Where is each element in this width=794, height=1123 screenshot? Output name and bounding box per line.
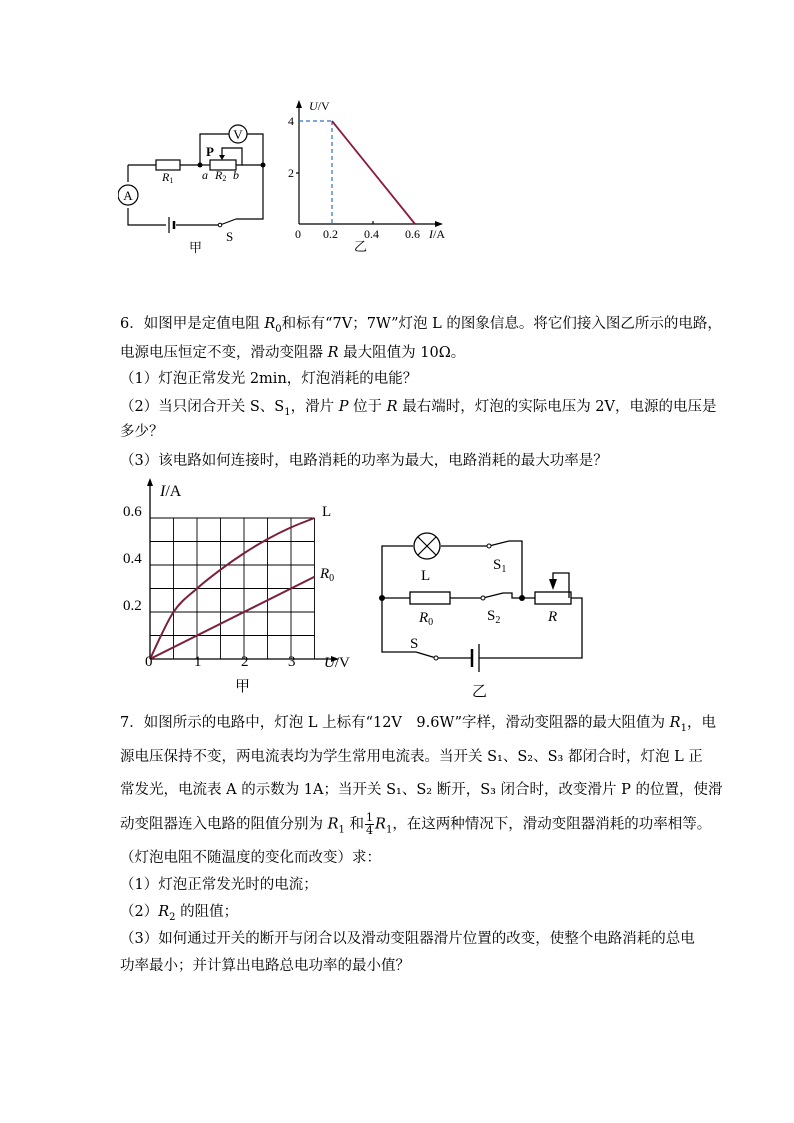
q7-part-3-cont: 功率最小；并计算出电路总电功率的最小值？ [120, 958, 410, 974]
u-i-line [332, 121, 415, 224]
fig6-tick-y04: 0.4 [123, 551, 142, 567]
r0-resistor [410, 592, 450, 604]
fig5-tick-06: 0.6 [405, 227, 420, 241]
lamp-label: L [421, 568, 431, 584]
q6-part-2: （2）当只闭合开关 S、$S_1$，滑片 P 位于 R 最右端时，灯泡的实际电压为 2V，电源的电压是 [120, 399, 717, 418]
fig5-tick-02: 0.2 [323, 227, 338, 241]
main-switch-label: S [410, 636, 419, 652]
fig5-xlabel: I/A [429, 227, 445, 241]
r2-label: R2 [215, 168, 227, 183]
fig6-tick-x1: 1 [194, 654, 202, 670]
q7-line-3: 常发光，电流表 A 的示数为 1A；当开关 S₁、S₂ 断开，S₃ 闭合时，改变滑片 P 的位置，使滑 [120, 782, 723, 798]
q6-line-2: 电源电压恒定不变，滑动变阻器 R 最大阻值为 10Ω。 [120, 345, 466, 361]
q7-line-1: 7．如图所示的电路中，灯泡 L 上标有“12V 9.6W”字样，滑动变阻器的最大阻值为 $R_1$，电 [120, 715, 716, 734]
fig6-caption-jia: 甲 [235, 679, 251, 695]
fig6-origin: 0 [145, 654, 153, 670]
fig6-tick-x3: 3 [288, 654, 296, 670]
q7-note: （灯泡电阻不随温度的变化而改变）求： [120, 850, 381, 866]
series-label-l: L [322, 504, 332, 520]
fig6-tick-y02: 0.2 [123, 598, 142, 614]
series-line-r0 [150, 577, 315, 659]
fig5-circuit [118, 120, 278, 260]
rheostat-label: R [548, 609, 558, 625]
series-label-r0: $R_0$ [320, 566, 335, 584]
q7-part-1: （1）灯泡正常发光时的电流； [120, 877, 318, 893]
terminal-a-label: a [202, 168, 208, 182]
fig6-circuit [372, 528, 592, 703]
q6-line-1: 6．如图甲是定值电阻 $R_0$和标有“7V；7W”灯泡 L 的图象信息。将它们接入图乙所示的电路， [120, 316, 722, 335]
q7-line-4: 动变阻器连入电路的阻值分别为 $R_1$ 和 $\frac{1}{4}$ $R_1$，在这两种情况下，滑动变阻器消耗的功率相等。 [120, 811, 712, 837]
fig6-tick-y06: 0.6 [123, 504, 142, 520]
fig5-origin: 0 [295, 227, 301, 241]
s1-label: $S_1$ [493, 557, 507, 575]
fig6-graph [118, 476, 368, 701]
s2-label: $S_2$ [487, 608, 501, 626]
voltmeter-label: V [233, 127, 243, 142]
q6-part-1: （1）灯泡正常发光 2min，灯泡消耗的电能？ [120, 371, 418, 387]
slider-arrow-icon [219, 155, 225, 160]
rheostat-resistor [535, 592, 571, 604]
q6-part-3: （3）该电路如何连接时，电路消耗的功率为最大，电路消耗的最大功率是？ [120, 453, 608, 469]
fig6-tick-x2: 2 [241, 654, 249, 670]
fig5-ylabel: U/V [309, 99, 330, 113]
fig5-tick-4: 4 [288, 114, 294, 128]
fig5-graph [285, 98, 455, 258]
q7-line-2: 源电压保持不变，两电流表均为学生常用电流表。当开关 S₁、S₂、S₃ 都闭合时，灯泡 L 正 [120, 749, 703, 765]
fig6-xlabel: U/V [324, 655, 350, 671]
terminal-b-label: b [233, 168, 239, 182]
q7-part-2: $(2)R_2$ 的阻值； [120, 904, 239, 923]
r1-resistor [156, 160, 180, 170]
slider-label: P [206, 144, 214, 159]
fig5-caption-yi: 乙 [354, 239, 368, 254]
switch-label: S [226, 229, 234, 244]
fig5-tick-2: 2 [288, 166, 294, 180]
fig5-tick-04: 0.4 [364, 227, 379, 241]
ammeter-label: A [123, 188, 133, 203]
fig6-caption-yi: 乙 [472, 684, 488, 700]
fig6-ylabel: I/A [160, 483, 182, 500]
q7-part-3: （3）如何通过开关的断开与闭合以及滑动变阻器滑片位置的改变，使整个电路消耗的总电 [120, 931, 695, 947]
q6-part-2-cont: 多少？ [120, 424, 164, 440]
fig5-caption-jia: 甲 [189, 240, 203, 255]
rheostat-slider-icon [549, 579, 557, 590]
fraction-quarter: $\frac{1}{4}$ [366, 811, 374, 837]
r0-label: $R_0$ [419, 610, 434, 628]
r1-label: R1 [162, 170, 174, 185]
